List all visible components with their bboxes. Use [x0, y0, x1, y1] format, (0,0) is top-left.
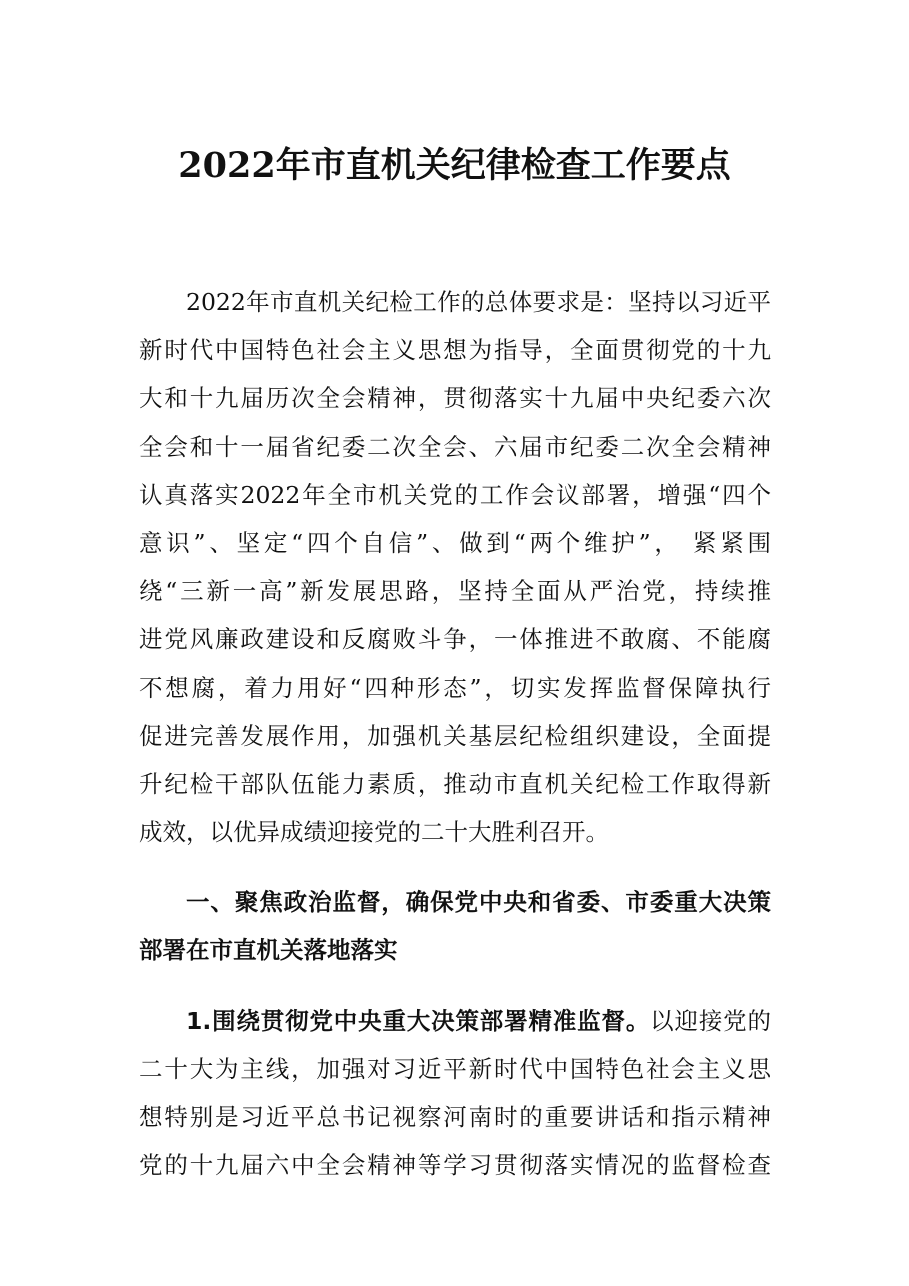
spacer	[139, 975, 771, 997]
intro-line: 大和十九届历次全会精神，贯彻落实十九届中央纪委六次	[139, 384, 771, 413]
intro-line: 绕“三新一高”新发展思路，坚持全面从严治党，持续推	[139, 577, 771, 606]
intro-line: 成效，以优异成绩迎接党的二十大胜利召开。	[139, 818, 609, 847]
item-lead: 1.围绕贯彻党中央重大决策部署精准监督。	[186, 1006, 651, 1035]
section-heading	[139, 878, 771, 974]
intro-line: 新时代中国特色社会主义思想为指导，全面贯彻党的十九	[139, 336, 771, 365]
spacer	[139, 856, 771, 878]
intro-line: 升纪检干部队伍能力素质，推动市直机关纪检工作取得新	[139, 769, 771, 798]
item-line: 想特别是习近平总书记视察河南时的重要讲话和指示精神	[139, 1103, 771, 1131]
section-heading-line: 部署在市直机关落地落实	[139, 936, 398, 965]
intro-line: 2022年市直机关纪检工作的总体要求是：坚持以习近平	[186, 288, 771, 316]
intro-line: 意识”、坚定“四个自信”、做到“两个维护”， 紧紧围	[139, 528, 771, 557]
item-line: 二十大为主线，加强对习近平新时代中国特色社会主义思	[139, 1054, 771, 1083]
item-paragraph	[139, 997, 771, 1190]
intro-line: 全会和十一届省纪委二次全会、六届市纪委二次全会精神	[139, 432, 771, 461]
intro-line: 进党风廉政建设和反腐败斗争，一体推进不敢腐、不能腐	[139, 625, 771, 654]
document-title: 2022年市直机关纪律检查工作要点	[178, 145, 731, 186]
item-line: 党的十九届六中全会精神等学习贯彻落实情况的监督检查	[139, 1151, 771, 1180]
intro-line: 认真落实2022年全市机关党的工作会议部署，增强“四个	[139, 480, 771, 509]
intro-line: 不想腐，着力用好“四种形态”，切实发挥监督保障执行	[139, 673, 771, 702]
item-lead-rest: 以迎接党的	[650, 1006, 771, 1035]
document-body	[139, 278, 771, 1189]
item-first-line	[139, 997, 771, 1045]
section-heading-line: 一、聚焦政治监督，确保党中央和省委、市委重大决策	[186, 888, 771, 917]
intro-line: 促进完善发展作用，加强机关基层纪检组织建设，全面提	[139, 721, 771, 750]
intro-paragraph	[139, 278, 771, 856]
